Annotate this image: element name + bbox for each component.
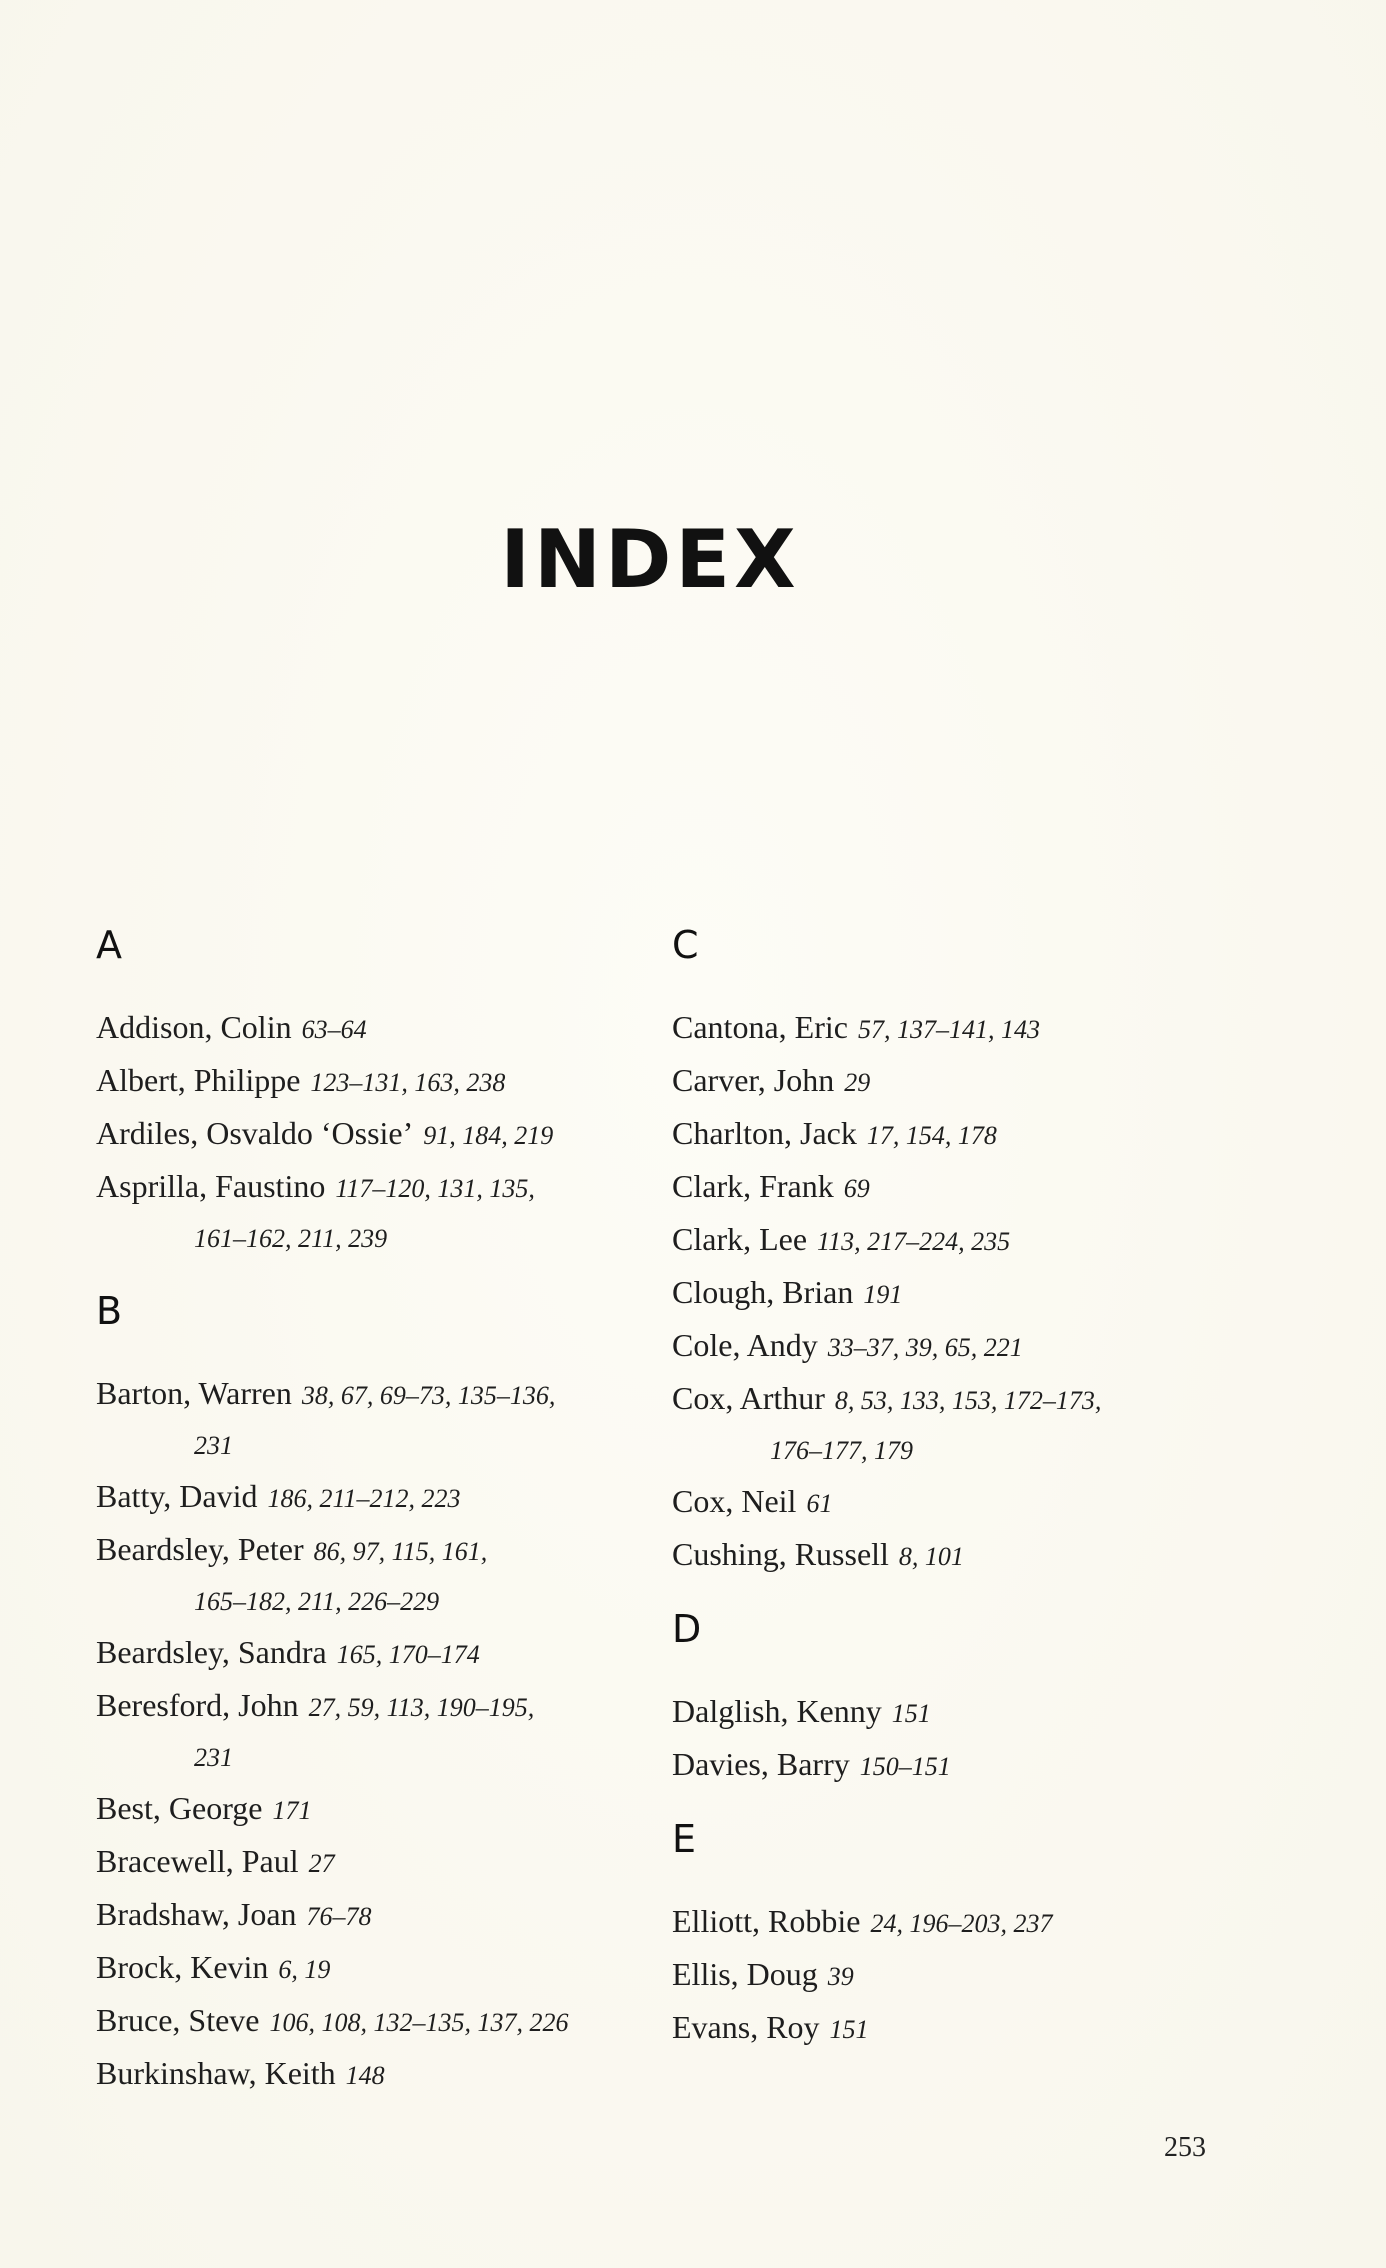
entry-pages: 39 [827, 1962, 854, 1991]
entry-pages: 27, 59, 113, 190–195, [308, 1693, 535, 1722]
entry-pages: 38, 67, 69–73, 135–136, [301, 1381, 556, 1410]
entry-name: Bradshaw, Joan [96, 1896, 297, 1932]
entry-pages-continued: 231 [194, 1431, 233, 1460]
index-entry [672, 2002, 1232, 2055]
entry-name: Cox, Arthur [672, 1380, 825, 1416]
entry-pages: 8, 101 [898, 1542, 964, 1571]
index-column-right [672, 920, 1232, 2055]
entry-name: Davies, Barry [672, 1746, 850, 1782]
entry-name: Burkinshaw, Keith [96, 2055, 336, 2091]
section-letter-c: C [672, 923, 699, 967]
entry-name: Cox, Neil [672, 1483, 797, 1519]
index-entry [672, 1949, 1232, 2002]
entry-pages-continued: 231 [194, 1743, 233, 1772]
entry-pages: 113, 217–224, 235 [817, 1227, 1011, 1256]
entry-pages: 91, 184, 219 [423, 1121, 554, 1150]
entry-pages-continued: 176–177, 179 [770, 1436, 913, 1465]
entry-pages: 151 [891, 1699, 931, 1728]
section-letter-b: B [96, 1289, 123, 1333]
entry-pages: 29 [844, 1068, 871, 1097]
entry-pages: 117–120, 131, 135, [335, 1174, 535, 1203]
index-entry [96, 2048, 656, 2101]
entry-name: Evans, Roy [672, 2009, 820, 2045]
section-d-entries [672, 1686, 1232, 1792]
entry-pages-continued: 165–182, 211, 226–229 [194, 1587, 440, 1616]
index-entry [96, 1471, 656, 1524]
entry-pages: 171 [272, 1796, 312, 1825]
index-entry [96, 1836, 656, 1889]
index-entry [96, 1942, 656, 1995]
entry-name: Clough, Brian [672, 1274, 854, 1310]
index-entry [672, 1686, 1232, 1739]
index-entry [672, 1214, 1232, 1267]
entry-name: Cole, Andy [672, 1327, 818, 1363]
index-entry [672, 1739, 1232, 1792]
index-entry [672, 1055, 1232, 1108]
entry-pages: 63–64 [301, 1015, 367, 1044]
entry-name: Clark, Frank [672, 1168, 834, 1204]
entry-pages: 27 [308, 1849, 335, 1878]
entry-name: Asprilla, Faustino [96, 1168, 326, 1204]
entry-pages: 17, 154, 178 [866, 1121, 997, 1150]
section-letter-a: A [96, 923, 122, 967]
entry-name: Cushing, Russell [672, 1536, 889, 1572]
index-entry [96, 1368, 656, 1471]
entry-name: Dalglish, Kenny [672, 1693, 882, 1729]
entry-name: Ellis, Doug [672, 1956, 818, 1992]
index-entry [96, 1995, 656, 2048]
section-c-entries [672, 1002, 1232, 1582]
page-number: 253 [1164, 2132, 1206, 2163]
index-entry [96, 1002, 656, 1055]
entry-name: Bracewell, Paul [96, 1843, 299, 1879]
entry-pages: 33–37, 39, 65, 221 [827, 1333, 1023, 1362]
entry-name: Brock, Kevin [96, 1949, 269, 1985]
index-entry [96, 1627, 656, 1680]
entry-pages: 86, 97, 115, 161, [313, 1537, 488, 1566]
section-a-entries [96, 1002, 656, 1264]
entry-name: Best, George [96, 1790, 263, 1826]
page-title: INDEX [500, 513, 800, 606]
entry-pages: 69 [843, 1174, 870, 1203]
index-entry [96, 1783, 656, 1836]
entry-pages: 123–131, 163, 238 [310, 1068, 506, 1097]
entry-pages: 148 [345, 2061, 385, 2090]
entry-pages: 61 [806, 1489, 833, 1518]
index-entry [96, 1108, 656, 1161]
entry-pages: 186, 211–212, 223 [267, 1484, 461, 1513]
index-entry [96, 1889, 656, 1942]
index-entry [672, 1373, 1232, 1476]
index-entry [96, 1680, 656, 1783]
section-e-entries [672, 1896, 1232, 2055]
index-entry [672, 1896, 1232, 1949]
entry-pages: 151 [829, 2015, 869, 2044]
index-entry [672, 1161, 1232, 1214]
entry-pages-continued: 161–162, 211, 239 [194, 1224, 388, 1253]
section-letter-e: E [672, 1817, 697, 1861]
entry-name: Batty, David [96, 1478, 258, 1514]
entry-name: Bruce, Steve [96, 2002, 260, 2038]
entry-name: Beardsley, Peter [96, 1531, 304, 1567]
index-entry [672, 1476, 1232, 1529]
entry-name: Clark, Lee [672, 1221, 808, 1257]
index-entry [96, 1055, 656, 1108]
entry-name: Ardiles, Osvaldo ‘Ossie’ [96, 1115, 414, 1151]
entry-name: Carver, John [672, 1062, 835, 1098]
entry-pages: 24, 196–203, 237 [870, 1909, 1053, 1938]
entry-pages: 8, 53, 133, 153, 172–173, [834, 1386, 1102, 1415]
index-entry [672, 1529, 1232, 1582]
entry-name: Albert, Philippe [96, 1062, 301, 1098]
entry-pages: 6, 19 [278, 1955, 331, 1984]
index-entry [672, 1267, 1232, 1320]
index-entry [672, 1320, 1232, 1373]
entry-name: Charlton, Jack [672, 1115, 857, 1151]
entry-pages: 57, 137–141, 143 [857, 1015, 1040, 1044]
entry-name: Elliott, Robbie [672, 1903, 861, 1939]
entry-name: Beresford, John [96, 1687, 299, 1723]
index-entry [96, 1524, 656, 1627]
entry-pages: 106, 108, 132–135, 137, 226 [269, 2008, 569, 2037]
entry-name: Cantona, Eric [672, 1009, 848, 1045]
index-entry [672, 1108, 1232, 1161]
section-b-entries [96, 1368, 656, 2101]
entry-pages: 150–151 [859, 1752, 951, 1781]
entry-name: Addison, Colin [96, 1009, 292, 1045]
entry-pages: 191 [863, 1280, 903, 1309]
index-column-left [96, 920, 656, 2101]
section-letter-d: D [672, 1607, 702, 1651]
entry-pages: 165, 170–174 [336, 1640, 480, 1669]
entry-name: Barton, Warren [96, 1375, 292, 1411]
index-entry [96, 1161, 656, 1264]
entry-name: Beardsley, Sandra [96, 1634, 327, 1670]
index-entry [672, 1002, 1232, 1055]
entry-pages: 76–78 [306, 1902, 372, 1931]
